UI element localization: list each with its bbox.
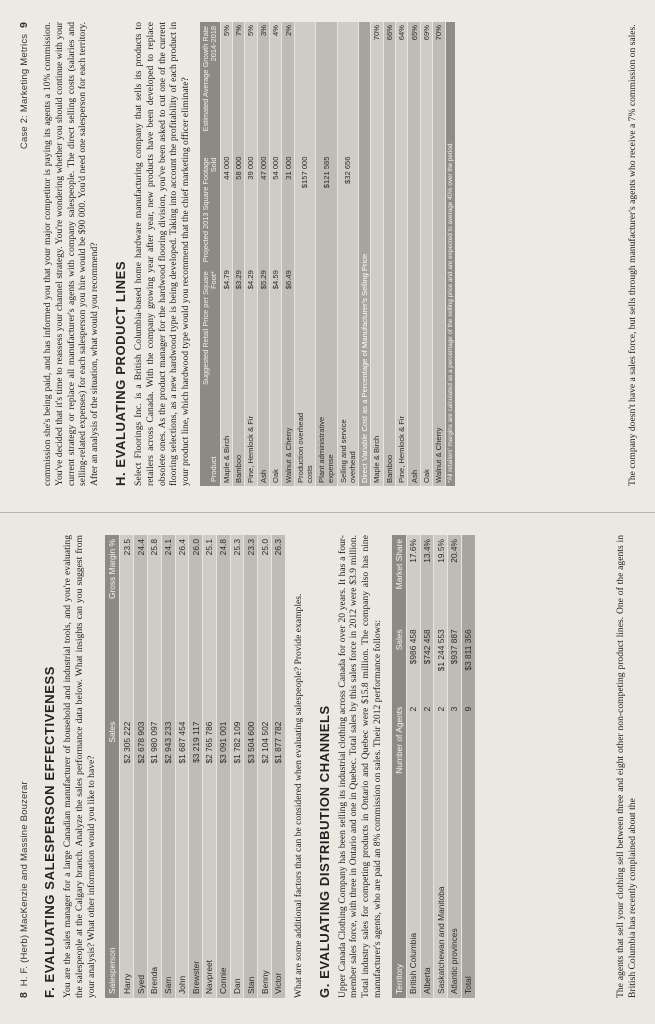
table-cell	[396, 267, 408, 391]
running-head	[18, 535, 30, 998]
table-row	[189, 535, 203, 998]
table-cell: 69%	[420, 22, 432, 154]
table-cell: Ash	[257, 391, 269, 486]
table-cell: $4.79	[220, 267, 232, 391]
table-cell: $1 980 097	[147, 718, 161, 852]
table-cell: Bamboo	[383, 391, 395, 486]
table-cell: 5%	[245, 22, 257, 154]
cost-pct-row	[408, 22, 420, 486]
table-cell: Pine, Hemlock & Fir	[396, 391, 408, 486]
table-cell: 66%	[383, 22, 395, 154]
table-row	[270, 22, 282, 486]
table-cell: 2	[434, 703, 448, 819]
table-cell: 5%	[220, 22, 232, 154]
table-subheader: Direct Variable Cost as a Percentage of Manufacturer's Selling Price	[358, 22, 370, 486]
table-cell: 25.0	[258, 535, 272, 718]
table-cell: $5.29	[257, 267, 269, 391]
table-cell: 25.1	[203, 535, 217, 718]
table-header-cell: Product	[200, 391, 220, 486]
table-row	[220, 22, 232, 486]
cost-pct-row	[396, 22, 408, 486]
section-g-closing: The agents that sell your clothing sell between three and eight other non-competing product lines. One of the agents in British Columbia has recently complained about the	[615, 535, 639, 998]
table-cell: Maple & Birch	[220, 391, 232, 486]
table-cell: 26.3	[271, 535, 284, 718]
table-cell: 13.4%	[420, 535, 434, 625]
table-cell: Atlantic provinces	[448, 819, 462, 998]
table-cell: Brenda	[147, 852, 161, 998]
table-row	[232, 22, 244, 486]
table-cell: $937 887	[448, 625, 462, 702]
table-cell: 2	[406, 703, 420, 819]
table-cell: $121 585	[316, 154, 337, 268]
table-cell	[383, 154, 395, 268]
table-cell: $32 656	[337, 154, 358, 268]
table-header-cell: Number of Agents	[392, 703, 407, 819]
page-number-right: 9	[18, 22, 30, 29]
table-row	[420, 535, 434, 998]
table-cell: 70%	[433, 22, 445, 154]
table-footnote-row	[445, 22, 455, 486]
salesperson-table-wrap	[105, 535, 284, 998]
table-row	[147, 535, 161, 998]
cost-pct-row	[383, 22, 395, 486]
table-cell: 3%	[257, 22, 269, 154]
product-table	[200, 22, 455, 486]
page-number: 8	[18, 991, 30, 998]
table-row	[134, 535, 148, 998]
table-cell: Navpreet	[203, 852, 217, 998]
table-cell: 26.0	[189, 535, 203, 718]
table-cell: Sam	[161, 852, 175, 998]
table-cell: 3	[448, 703, 462, 819]
table-header-cell: Sales	[392, 625, 407, 702]
table-cell	[408, 267, 420, 391]
table-cell: 24.1	[161, 535, 175, 718]
table-header-cell: Suggested Retail Price per Square Foot*	[200, 267, 220, 391]
continuation-text: commission she's being paid, and has informed you that your major competitor is paying its agents a 10% commission. You've decided that it's time to reassess your channel strategy. You're wondering whether you should continue with your current strategy or replace all manufacturer's agents with company salespeople. The direct selling costs (salaries and selling-related expenses) for each salesperson you hire would be $90 000. You'd need one salesperson for each territory. After an analysis of the situation, what would you recommend?	[42, 22, 101, 486]
table-cell: Oak	[420, 391, 432, 486]
table-header-cell: Projected 2013 Square Footage Sold	[200, 154, 220, 268]
cost-pct-row	[371, 22, 383, 486]
table-row	[203, 535, 217, 998]
table-cell: $157 000	[294, 154, 315, 268]
table-cell	[461, 535, 474, 625]
table-cell: Alberta	[420, 819, 434, 998]
table-cell: $2 678 903	[134, 718, 148, 852]
table-cell: 31 000	[282, 154, 294, 268]
section-f-intro: You are the sales manager for a large Canadian manufacturer of household and industrial tools, and you're evaluating the salespeople at the Calgary branch. Analyze the sales performance data below. What insights can you suggest from your analysis? What other information would you like to have?	[62, 535, 97, 998]
table-cell	[316, 267, 337, 391]
table-cell: Saskatchewan and Manitoba	[434, 819, 448, 998]
table-cell	[420, 154, 432, 268]
table-cell: 19.5%	[434, 535, 448, 625]
table-cell	[433, 267, 445, 391]
table-cell: Bamboo	[232, 391, 244, 486]
section-f-question: What are some additional factors that can be considered when evaluating salespeople? Provide examples.	[292, 593, 304, 998]
table-header-cell: Territory	[392, 819, 407, 998]
table-cell: Pine, Hemlock & Fir	[245, 391, 257, 486]
table-cell: Oak	[270, 391, 282, 486]
table-cell: 47 000	[257, 154, 269, 268]
table-cell: $3 091 001	[216, 718, 230, 852]
table-row	[434, 535, 448, 998]
table-cell: Brewster	[189, 852, 203, 998]
table-cell: British Columbia	[406, 819, 420, 998]
table-header-cell: Estimated Average Growth Rate 2014-2018	[200, 22, 220, 154]
cost-row	[316, 22, 337, 486]
table-row	[448, 535, 462, 998]
table-total-row	[461, 535, 474, 998]
table-cell: $2 765 786	[203, 718, 217, 852]
table-cell: Dan	[230, 852, 244, 998]
table-cell: $1 877 782	[271, 718, 284, 852]
table-row	[120, 535, 134, 998]
cost-pct-row	[420, 22, 432, 486]
table-cell: $4.59	[270, 267, 282, 391]
table-cell: 7%	[232, 22, 244, 154]
left-page	[0, 512, 655, 1024]
table-cell: 20.4%	[448, 535, 462, 625]
table-cell: Walnut & Cherry	[433, 391, 445, 486]
table-cell: $3 811 356	[461, 625, 474, 702]
table-row	[282, 22, 294, 486]
table-cell: $2 943 233	[161, 718, 175, 852]
table-cell: Victor	[271, 852, 284, 998]
table-cell: 4%	[270, 22, 282, 154]
table-cell: $742 458	[420, 625, 434, 702]
table-row	[244, 535, 258, 998]
table-cell	[337, 267, 358, 391]
table-row	[271, 535, 284, 998]
table-header-cell: Salesperson	[105, 852, 120, 998]
table-cell: Production overhead costs	[294, 391, 315, 486]
table-cell: $3.29	[232, 267, 244, 391]
table-cell	[396, 154, 408, 268]
table-row	[161, 535, 175, 998]
section-g-heading: G. EVALUATING DISTRIBUTION CHANNELS	[316, 705, 332, 998]
table-cell: Ash	[408, 391, 420, 486]
table-cell: $2 104 502	[258, 718, 272, 852]
section-h-closing: The company doesn't have a sales force, but sells through manufacturer's agents who receive a 7% commission on sales.	[627, 24, 639, 486]
table-cell: $986 458	[406, 625, 420, 702]
table-cell: 2%	[282, 22, 294, 154]
product-table-wrap	[200, 22, 455, 486]
table-cell: Maple & Birch	[371, 391, 383, 486]
author-line: H. F. (Herb) MacKenzie and Massine Bouzerar	[19, 781, 30, 987]
cost-row	[337, 22, 358, 486]
case-title: Case 2: Marketing Metrics	[19, 33, 30, 150]
table-cell	[433, 154, 445, 268]
table-cell	[383, 267, 395, 391]
table-cell: 39 000	[245, 154, 257, 268]
table-row	[216, 535, 230, 998]
table-row	[175, 535, 189, 998]
table-cell: 24.4	[134, 535, 148, 718]
table-cell: 65%	[408, 22, 420, 154]
cost-row	[294, 22, 315, 486]
table-cell: 54 000	[270, 154, 282, 268]
table-cell	[316, 22, 337, 154]
cost-pct-row	[433, 22, 445, 486]
table-cell: 58 000	[232, 154, 244, 268]
table-cell: 2	[420, 703, 434, 819]
table-cell: $1 782 109	[230, 718, 244, 852]
table-cell: 17.6%	[406, 535, 420, 625]
table-row	[230, 535, 244, 998]
table-cell: Syed	[134, 852, 148, 998]
table-cell	[294, 22, 315, 154]
table-cell: $1 687 454	[175, 718, 189, 852]
table-cell: 70%	[371, 22, 383, 154]
table-cell	[371, 154, 383, 268]
table-cell: $1 244 553	[434, 625, 448, 702]
table-cell: $2 305 222	[120, 718, 134, 852]
table-cell: Walnut & Cherry	[282, 391, 294, 486]
table-header-cell: Sales	[105, 718, 120, 852]
table-cell: $6.49	[282, 267, 294, 391]
agents-table-wrap	[392, 535, 475, 998]
table-header-cell: Gross Margin %	[105, 535, 120, 718]
table-cell	[337, 22, 358, 154]
table-cell: 23.3	[244, 535, 258, 718]
section-g-intro: Upper Canada Clothing Company has been selling its industrial clothing across Canada for over 20 years. It has a four-member sales force, with three in Ontario and one in Quebec. Total sales by this sales force in 2012 were $3.9 million. Total industry sales for competing products in Ontario and Quebec were $15.8 million. The company also has nine manufacturer's agents, who are paid an 8% commission on sales. Their 2012 performance follows:	[336, 535, 383, 998]
table-header-cell: Market Share	[392, 535, 407, 625]
table-cell: Selling and service overhead	[337, 391, 358, 486]
section-h-intro: Select Floorings Inc. is a British Columbia-based home hardware manufacturing company that sells its products to retailers across Canada. With the company growing year after year, new products have been developed to replace obsolete ones. As the product manager for the hardwood flooring division, you've been asked to cut one of the current flooring selections, as a new hardwood type is being developed. Taking into account the profitability of each product in your product line, which hardwood type would you recommend that the chief marketing officer eliminate?	[132, 22, 192, 486]
table-cell: 24.8	[216, 535, 230, 718]
table-cell: Stan	[244, 852, 258, 998]
section-f-heading: F. EVALUATING SALESPERSON EFFECTIVENESS	[42, 665, 57, 998]
table-cell: 9	[461, 703, 474, 819]
table-cell: 44 000	[220, 154, 232, 268]
table-subheader-row	[358, 22, 370, 486]
table-row	[245, 22, 257, 486]
agents-table	[392, 535, 475, 998]
table-cell: 23.5	[120, 535, 134, 718]
running-head-right	[18, 22, 30, 486]
section-h-heading: H. EVALUATING PRODUCT LINES	[112, 260, 128, 486]
table-row	[406, 535, 420, 998]
table-cell	[420, 267, 432, 391]
salesperson-table	[105, 535, 284, 998]
table-cell: Connie	[216, 852, 230, 998]
table-cell: Plant administrative expense	[316, 391, 337, 486]
table-row	[257, 22, 269, 486]
table-cell: Harry	[120, 852, 134, 998]
table-cell: $3 504 600	[244, 718, 258, 852]
table-cell: Benny	[258, 852, 272, 998]
table-footnote: *All retailers' margins are calculated as a percentage of the selling price and are expected to average 40% over the period.	[445, 22, 455, 486]
table-cell: John	[175, 852, 189, 998]
table-cell: $4.29	[245, 267, 257, 391]
table-cell	[408, 154, 420, 268]
table-cell: 25.3	[230, 535, 244, 718]
table-row	[258, 535, 272, 998]
table-cell: $3 219 117	[189, 718, 203, 852]
table-cell: 26.4	[175, 535, 189, 718]
table-cell	[294, 267, 315, 391]
table-cell: 64%	[396, 22, 408, 154]
table-cell	[371, 267, 383, 391]
table-cell: 25.8	[147, 535, 161, 718]
table-cell: Total	[461, 819, 474, 998]
